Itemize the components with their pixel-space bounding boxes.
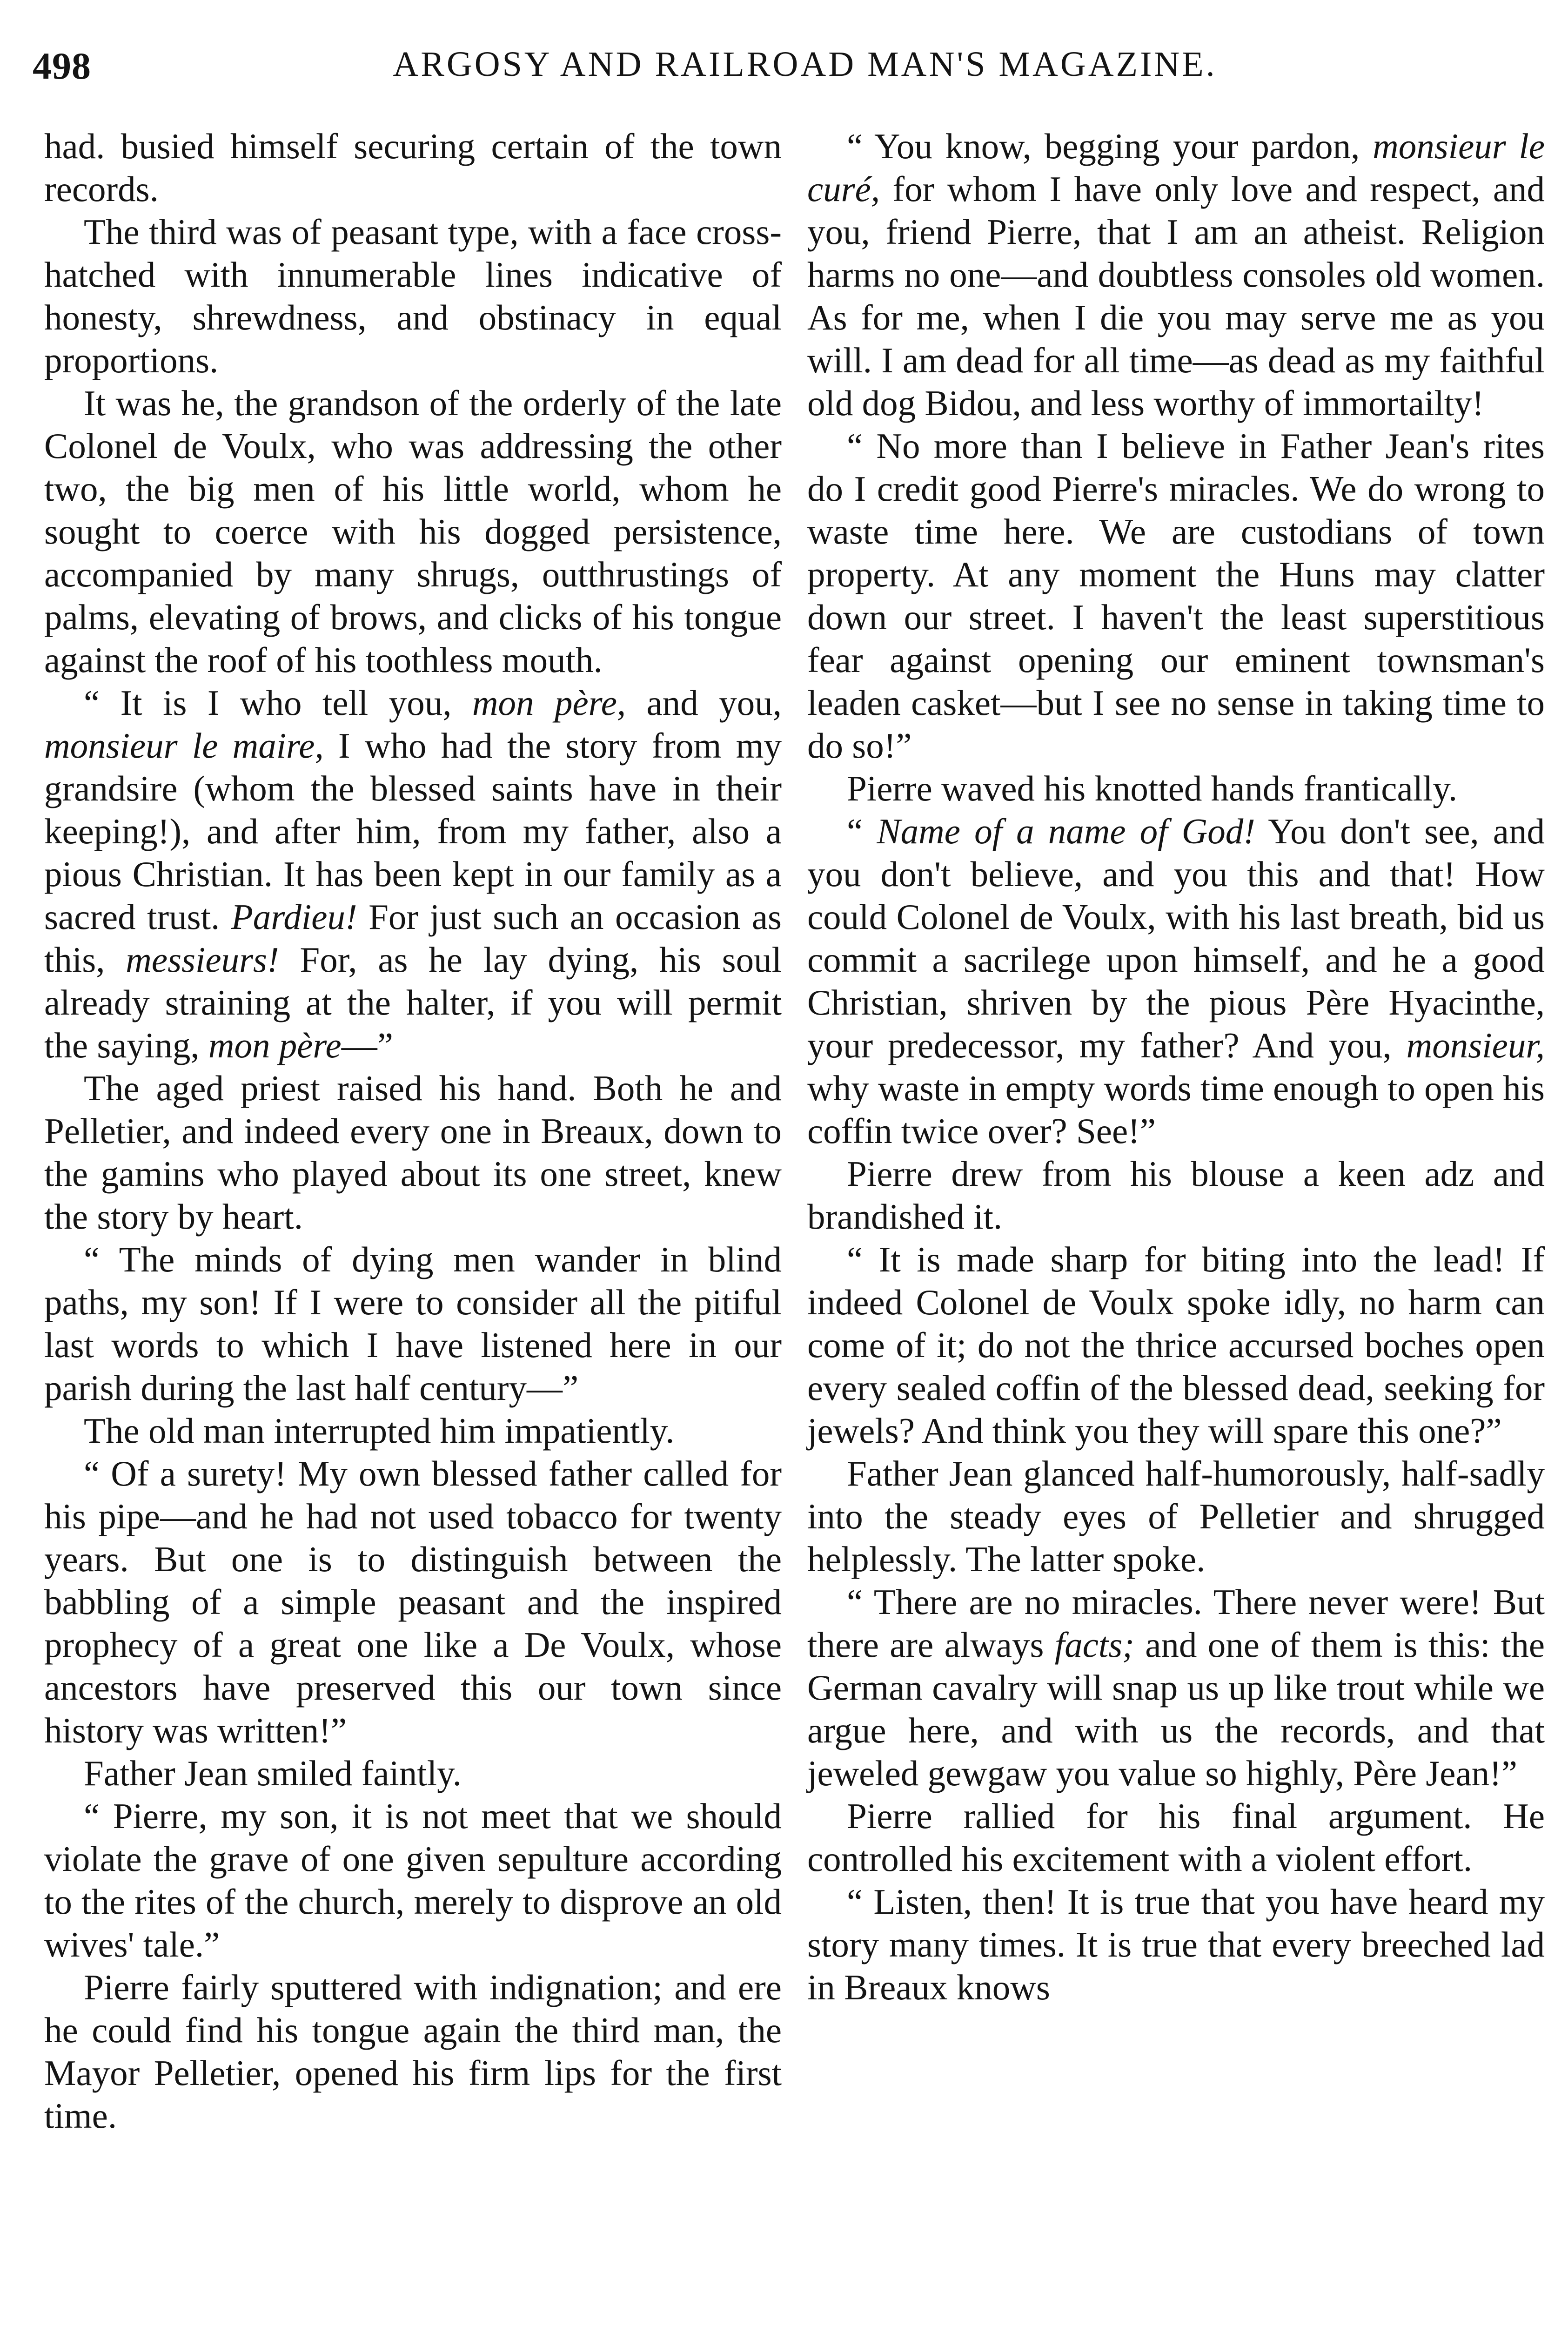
italic-text: monsieur,	[1406, 1025, 1545, 1065]
text-run: —”	[341, 1025, 393, 1065]
italic-text: Name of a name of God!	[877, 811, 1255, 851]
paragraph	[44, 1238, 782, 1409]
text-run: The aged priest raised his hand. Both he and Pelletier, and indeed every one in Breaux, down to the gamins who played about its one street, knew the story by heart.	[44, 1068, 782, 1237]
left-text-column	[44, 125, 782, 2137]
paragraph	[807, 767, 1545, 810]
paragraph	[807, 1238, 1545, 1452]
text-run: and one of them is this: the German cavalry will snap us up like trout while we argue here, and with us the records, and that jeweled gewgaw you value so highly, Père Jean!”	[807, 1625, 1545, 1793]
paragraph	[44, 210, 782, 382]
text-run: why waste in empty words time enough to open his coffin twice over? See!”	[807, 1068, 1545, 1151]
text-run: Father Jean smiled faintly.	[84, 1753, 462, 1793]
text-run: Pierre rallied for his final argument. He controlled his excitement with a violent effort.	[807, 1796, 1545, 1879]
paragraph	[807, 810, 1545, 1152]
paragraph	[807, 125, 1545, 424]
running-head: ARGOSY AND RAILROAD MAN'S MAGAZINE.	[393, 45, 1217, 84]
text-run: “ Listen, then! It is true that you have heard my story many times. It is true that every breeched lad in Breaux knows	[807, 1882, 1545, 2007]
text-run: and you,	[626, 683, 782, 723]
italic-text: monsieur le maire,	[44, 726, 324, 766]
text-run: “ It is I who tell you,	[84, 683, 472, 723]
text-run: “ Pierre, my son, it is not meet that we should violate the grave of one given sepulture according to the rites of the church, merely to disprove an old wives' tale.”	[44, 1796, 782, 1964]
text-run: Father Jean glanced half-humorously, half-sadly into the steady eyes of Pelletier and shrugged helplessly. The latter spoke.	[807, 1453, 1545, 1579]
italic-text: monsieur le curé,	[807, 126, 1545, 209]
paragraph	[807, 1880, 1545, 2009]
italic-text: facts;	[1054, 1625, 1134, 1665]
text-run: The old man interrupted him impatiently.	[84, 1411, 675, 1451]
paragraph	[807, 1795, 1545, 1880]
text-run: “ Of a surety! My own blessed father called for his pipe—and he had not used tobacco for twenty years. But one is to distinguish between the babbling of a simple peasant and the inspired prophecy of a great one like a De Voulx, whose ancestors have preserved this our town since history was written!”	[44, 1453, 782, 1750]
text-run: “ You know, begging your pardon,	[847, 126, 1373, 166]
text-run: “	[847, 811, 877, 851]
right-text-column	[807, 125, 1545, 2009]
paragraph	[807, 1580, 1545, 1795]
text-run: I who had the story from my grandsire (whom the blessed saints have in their keeping!), and after him, from my father, also a pious Christian. It has been kept in our family as a sacred trust.	[44, 726, 782, 937]
paragraph	[44, 1795, 782, 1966]
text-run: “ The minds of dying men wander in blind paths, my son! If I were to consider all the pitiful last words to which I have listened here in our parish during the last half century—”	[44, 1239, 782, 1408]
text-run: Pierre fairly sputtered with indignation; and ere he could find his tongue again the third man, the Mayor Pelletier, opened his firm lips for the first time.	[44, 1967, 782, 2136]
paragraph	[44, 382, 782, 681]
italic-text: mon père,	[472, 683, 626, 723]
page-number: 498	[33, 45, 91, 87]
text-run: You don't see, and you don't believe, and you this and that! How could Colonel de Voulx, with his last breath, bid us commit a sacrilege upon himself, and he a good Christian, shriven by the pious Père Hyacinthe, your predecessor, my father? And you,	[807, 811, 1545, 1065]
italic-text: mon père	[208, 1025, 342, 1065]
text-run: “ No more than I believe in Father Jean's rites do I credit good Pierre's miracles. We do wrong to waste time here. We are custodians of town property. At any moment the Huns may clatter down our street. I haven't the least superstitious fear against opening our eminent townsman's leaden casket—but I see no sense in taking time to do so!”	[807, 426, 1545, 766]
text-run: For, as he lay dying, his soul already straining at the halter, if you will permit the saying,	[44, 940, 782, 1065]
paragraph	[44, 1752, 782, 1795]
text-run: Pierre drew from his blouse a keen adz and brandished it.	[807, 1154, 1545, 1237]
italic-text: messieurs!	[126, 940, 279, 980]
text-run: “ It is made sharp for biting into the lead! If indeed Colonel de Voulx spoke idly, no harm can come of it; do not the thrice accursed boches open every sealed coffin of the blessed dead, seeking for jewels? And think you they will spare this one?”	[807, 1239, 1545, 1451]
paragraph	[44, 1452, 782, 1752]
paragraph	[807, 424, 1545, 767]
paragraph	[44, 1067, 782, 1238]
paragraph	[44, 1966, 782, 2137]
text-run: It was he, the grandson of the orderly of the late Colonel de Voulx, who was addressing the other two, the big men of his little world, whom he sought to coerce with his dogged persistence, accompanied by many shrugs, outthrustings of palms, elevating of brows, and clicks of his tongue against the roof of his toothless mouth.	[44, 383, 782, 680]
text-run: Pierre waved his knotted hands frantically.	[847, 768, 1458, 808]
text-run: For just such an occasion as this,	[44, 897, 782, 980]
text-run: for whom I have only love and respect, and you, friend Pierre, that I am an atheist. Religion harms no one—and doubtless consoles old women. As for me, when I die you may serve me as you will. I am dead for all time—as dead as my faithful old dog Bidou, and less worthy of immortailty!	[807, 169, 1545, 423]
paragraph	[807, 1152, 1545, 1238]
paragraph	[44, 1409, 782, 1452]
page-header	[33, 44, 1535, 95]
paragraph	[807, 1452, 1545, 1580]
paragraph	[44, 125, 782, 210]
text-run: “ There are no miracles. There never were! But there are always	[807, 1582, 1545, 1665]
text-run: The third was of peasant type, with a face cross-hatched with innumerable lines indicative of honesty, shrewdness, and obstinacy in equal proportions.	[44, 212, 782, 380]
paragraph	[44, 681, 782, 1067]
text-run: had. busied himself securing certain of the town records.	[44, 126, 782, 209]
italic-text: Pardieu!	[231, 897, 357, 937]
